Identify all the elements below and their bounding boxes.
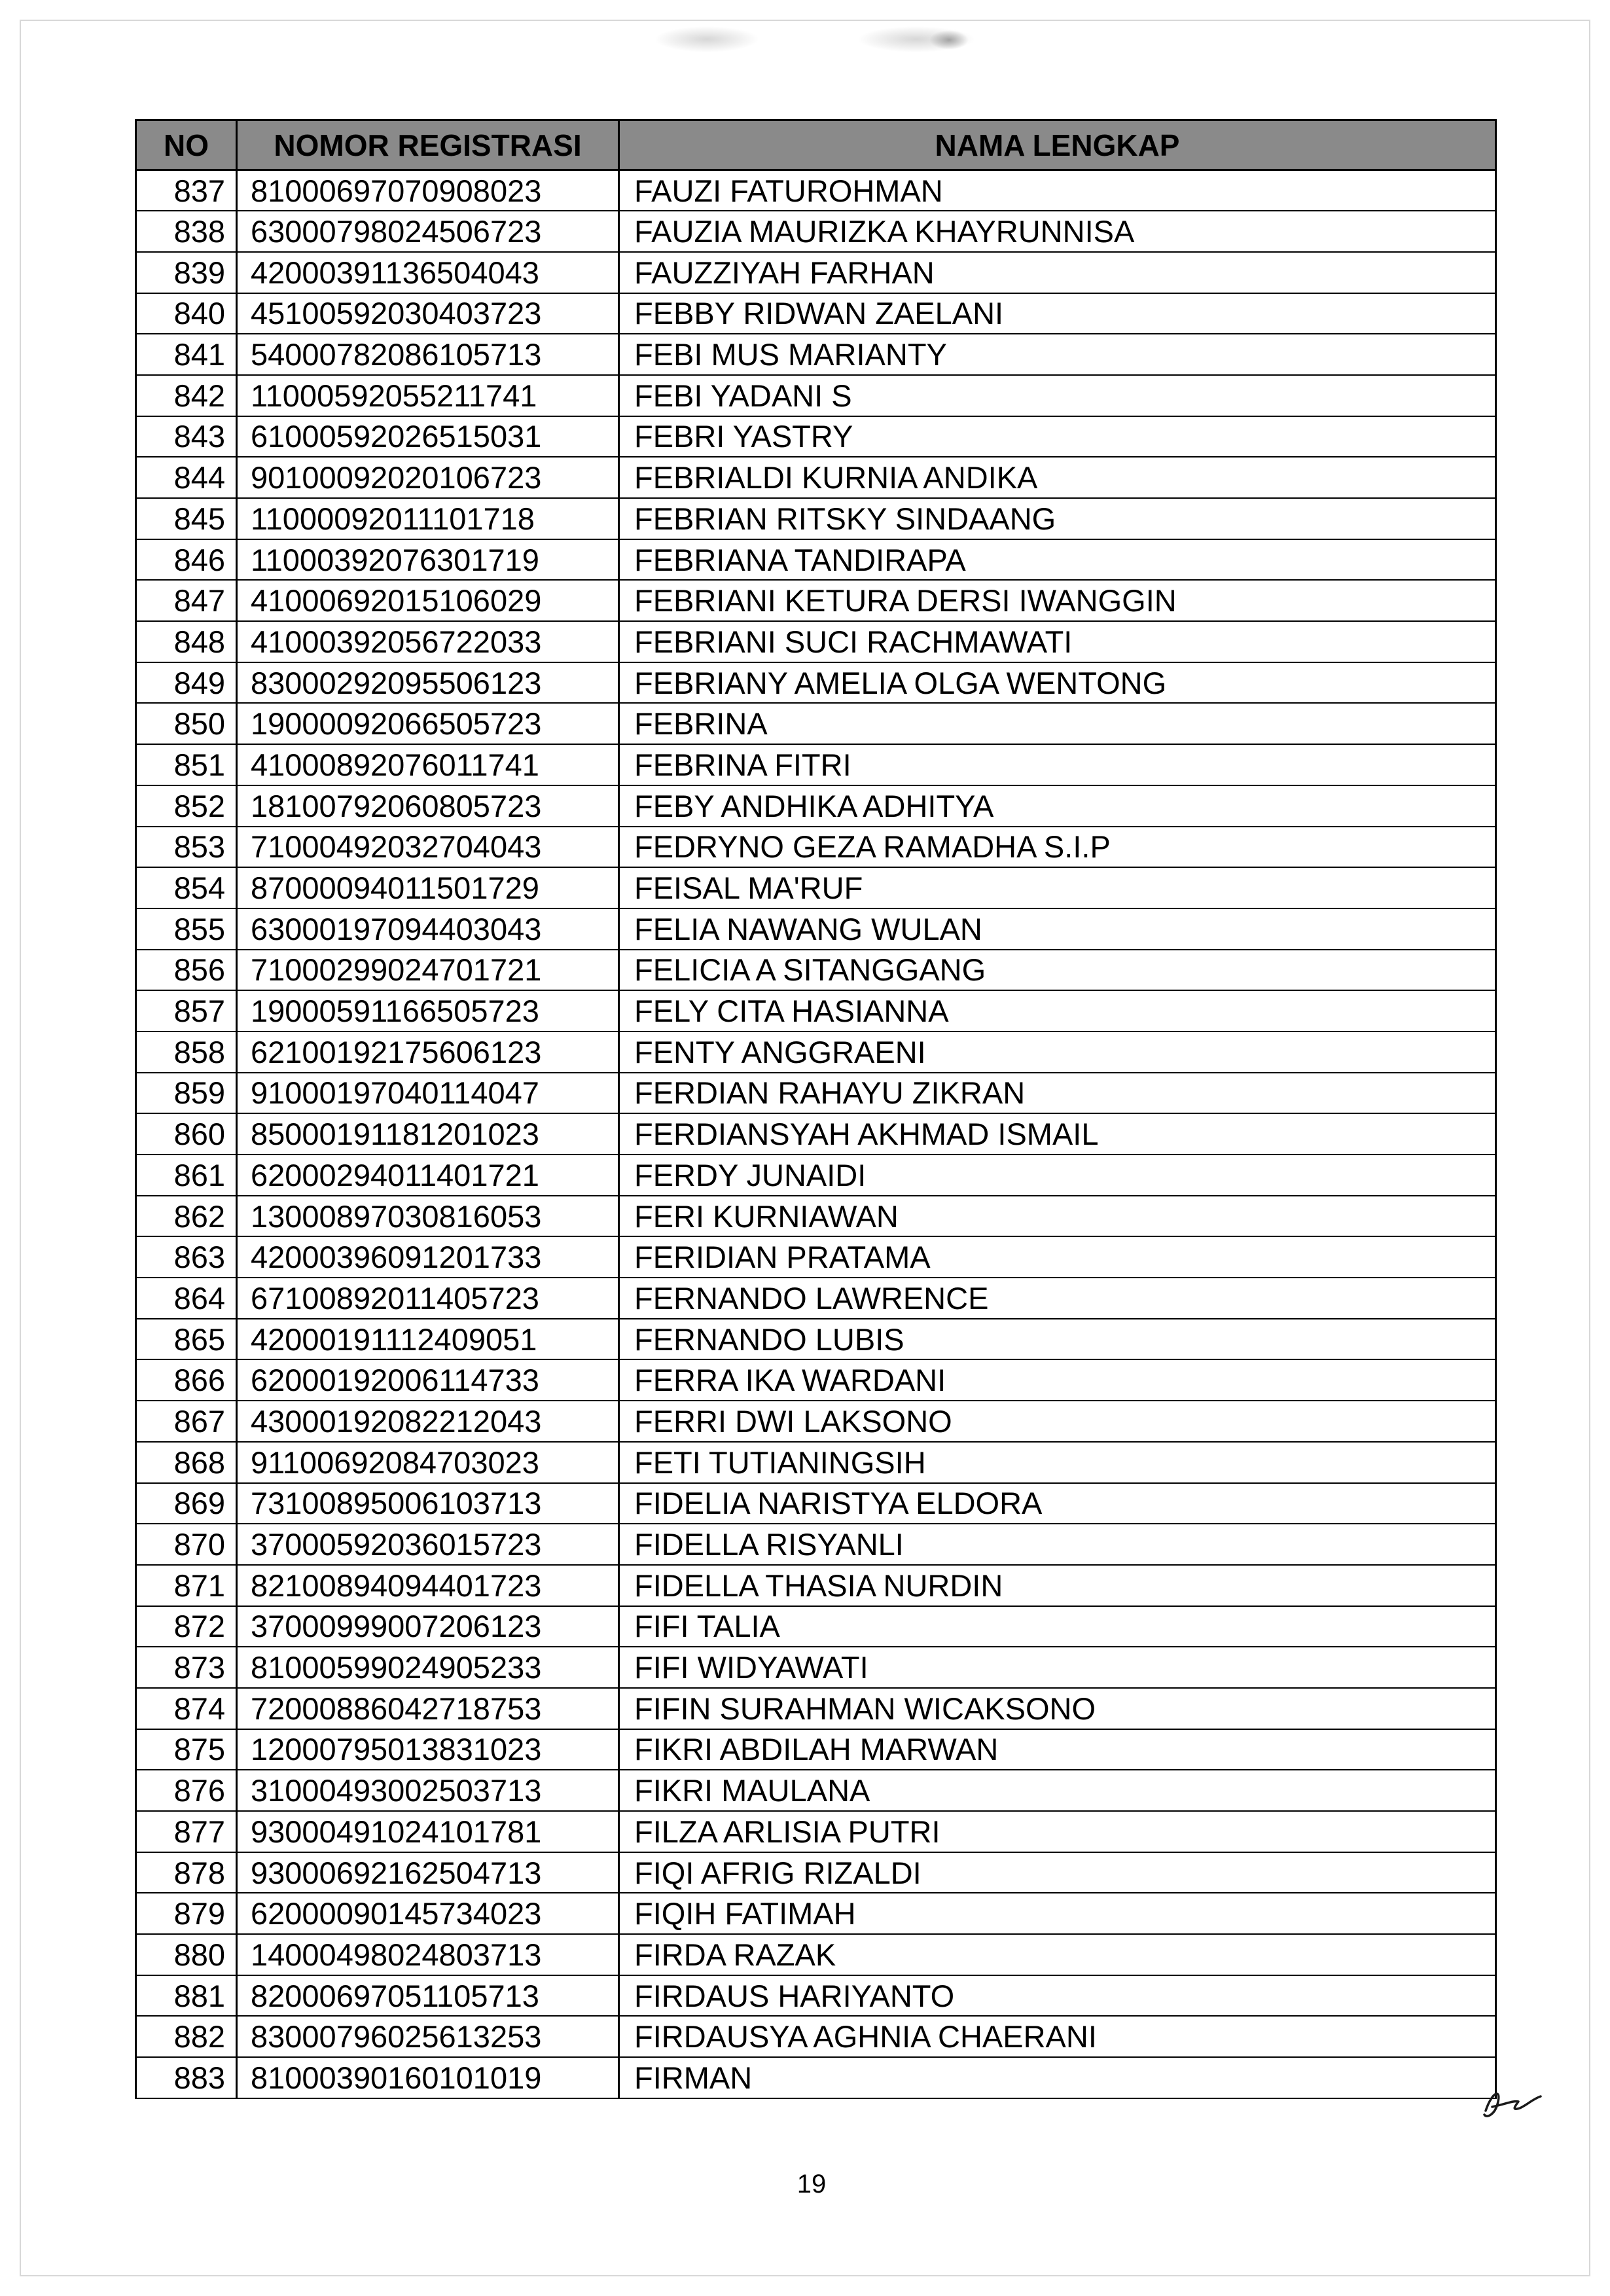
registration-number: 73100895006103713 — [237, 1483, 619, 1524]
registration-number: 19000591166505723 — [237, 990, 619, 1031]
table-row — [136, 1893, 1496, 1934]
row-number: 866 — [136, 1359, 237, 1401]
table-row — [136, 1811, 1496, 1852]
table-row — [136, 1483, 1496, 1524]
row-number: 860 — [136, 1113, 237, 1155]
registration-number: 71000492032704043 — [237, 827, 619, 868]
registration-number: 82100894094401723 — [237, 1565, 619, 1606]
table-row — [136, 1278, 1496, 1319]
registration-number: 67100892011405723 — [237, 1278, 619, 1319]
table-row — [136, 1319, 1496, 1360]
registration-number: 62000090145734023 — [237, 1893, 619, 1934]
registration-number: 72000886042718753 — [237, 1688, 619, 1729]
row-number: 865 — [136, 1319, 237, 1360]
row-number: 875 — [136, 1729, 237, 1770]
registration-number: 41000892076011741 — [237, 744, 619, 785]
table-row — [136, 293, 1496, 334]
row-number: 883 — [136, 2057, 237, 2098]
registration-number: 81000697070908023 — [237, 170, 619, 211]
table-row — [136, 1359, 1496, 1401]
full-name: FEBRINA FITRI — [619, 744, 1496, 785]
registration-number: 71000299024701721 — [237, 950, 619, 991]
registration-number: 63000197094403043 — [237, 908, 619, 950]
row-number: 845 — [136, 498, 237, 539]
row-number: 876 — [136, 1770, 237, 1811]
registration-number: 37000592036015723 — [237, 1524, 619, 1565]
full-name: FEBI YADANI S — [619, 375, 1496, 416]
full-name: FIDELIA NARISTYA ELDORA — [619, 1483, 1496, 1524]
registration-number: 37000999007206123 — [237, 1606, 619, 1647]
table-row — [136, 950, 1496, 991]
table-row — [136, 990, 1496, 1031]
full-name: FIFI TALIA — [619, 1606, 1496, 1647]
full-name: FEBRINA — [619, 703, 1496, 744]
table-row — [136, 1606, 1496, 1647]
row-number: 880 — [136, 1934, 237, 1975]
table-row — [136, 1934, 1496, 1975]
table-row — [136, 662, 1496, 704]
page-number: 19 — [796, 2170, 827, 2198]
full-name: FEBRIALDI KURNIA ANDIKA — [619, 457, 1496, 498]
full-name: FERDY JUNAIDI — [619, 1155, 1496, 1196]
row-number: 846 — [136, 539, 237, 581]
row-number: 858 — [136, 1031, 237, 1073]
row-number: 848 — [136, 621, 237, 662]
table-row — [136, 1647, 1496, 1688]
registration-number: 83000292095506123 — [237, 662, 619, 704]
full-name: FERNANDO LAWRENCE — [619, 1278, 1496, 1319]
registration-number: 42000191112409051 — [237, 1319, 619, 1360]
scan-artifact — [929, 30, 969, 50]
table-row — [136, 498, 1496, 539]
full-name: FIQI AFRIG RIZALDI — [619, 1852, 1496, 1893]
registration-number: 45100592030403723 — [237, 293, 619, 334]
row-number: 871 — [136, 1565, 237, 1606]
row-number: 838 — [136, 211, 237, 252]
registration-table — [135, 119, 1497, 2099]
registration-number: 12000795013831023 — [237, 1729, 619, 1770]
row-number: 841 — [136, 334, 237, 375]
row-number: 853 — [136, 827, 237, 868]
table-row — [136, 1524, 1496, 1565]
full-name: FERRI DWI LAKSONO — [619, 1401, 1496, 1442]
row-number: 844 — [136, 457, 237, 498]
full-name: FIFI WIDYAWATI — [619, 1647, 1496, 1688]
full-name: FEDRYNO GEZA RAMADHA S.I.P — [619, 827, 1496, 868]
full-name: FILZA ARLISIA PUTRI — [619, 1811, 1496, 1852]
registration-number: 18100792060805723 — [237, 785, 619, 827]
row-number: 859 — [136, 1073, 237, 1114]
header-row — [136, 120, 1496, 170]
table-row — [136, 1155, 1496, 1196]
row-number: 840 — [136, 293, 237, 334]
row-number: 877 — [136, 1811, 237, 1852]
full-name: FEBRIANI SUCI RACHMAWATI — [619, 621, 1496, 662]
row-number: 873 — [136, 1647, 237, 1688]
full-name: FIKRI ABDILAH MARWAN — [619, 1729, 1496, 1770]
registration-number: 93000491024101781 — [237, 1811, 619, 1852]
table-row — [136, 1852, 1496, 1893]
table-row — [136, 1770, 1496, 1811]
row-number: 870 — [136, 1524, 237, 1565]
full-name: FIRMAN — [619, 2057, 1496, 2098]
table-row — [136, 2016, 1496, 2057]
table-row — [136, 1113, 1496, 1155]
full-name: FEISAL MA'RUF — [619, 867, 1496, 908]
full-name: FEBRIAN RITSKY SINDAANG — [619, 498, 1496, 539]
table-body — [136, 170, 1496, 2098]
table-row — [136, 1565, 1496, 1606]
registration-number: 11000392076301719 — [237, 539, 619, 581]
full-name: FERIDIAN PRATAMA — [619, 1236, 1496, 1278]
table-row — [136, 2057, 1496, 2098]
full-name: FEBRIANI KETURA DERSI IWANGGIN — [619, 580, 1496, 621]
table-row — [136, 1442, 1496, 1483]
full-name: FELICIA A SITANGGANG — [619, 950, 1496, 991]
full-name: FEBBY RIDWAN ZAELANI — [619, 293, 1496, 334]
registration-number: 41000692015106029 — [237, 580, 619, 621]
table-row — [136, 1236, 1496, 1278]
registration-number: 62100192175606123 — [237, 1031, 619, 1073]
table-row — [136, 334, 1496, 375]
registration-number: 42000391136504043 — [237, 252, 619, 293]
row-number: 872 — [136, 1606, 237, 1647]
row-number: 850 — [136, 703, 237, 744]
registration-number: 83000796025613253 — [237, 2016, 619, 2057]
row-number: 855 — [136, 908, 237, 950]
table-header — [136, 120, 1496, 170]
header-no: NO — [136, 120, 237, 170]
full-name: FETI TUTIANINGSIH — [619, 1442, 1496, 1483]
row-number: 879 — [136, 1893, 237, 1934]
table-row — [136, 252, 1496, 293]
row-number: 854 — [136, 867, 237, 908]
registration-number: 90100092020106723 — [237, 457, 619, 498]
table-row — [136, 1729, 1496, 1770]
registration-number: 81000390160101019 — [237, 2057, 619, 2098]
row-number: 874 — [136, 1688, 237, 1729]
table-row — [136, 416, 1496, 457]
registration-number: 61000592026515031 — [237, 416, 619, 457]
full-name: FERDIAN RAHAYU ZIKRAN — [619, 1073, 1496, 1114]
registration-number: 63000798024506723 — [237, 211, 619, 252]
row-number: 861 — [136, 1155, 237, 1196]
full-name: FAUZZIYAH FARHAN — [619, 252, 1496, 293]
registration-number: 31000493002503713 — [237, 1770, 619, 1811]
header-registration-number: NOMOR REGISTRASI — [237, 120, 619, 170]
row-number: 852 — [136, 785, 237, 827]
table-row — [136, 785, 1496, 827]
full-name: FIKRI MAULANA — [619, 1770, 1496, 1811]
full-name: FIDELLA RISYANLI — [619, 1524, 1496, 1565]
registration-number: 93000692162504713 — [237, 1852, 619, 1893]
table-row — [136, 170, 1496, 211]
full-name: FENTY ANGGRAENI — [619, 1031, 1496, 1073]
table-row — [136, 375, 1496, 416]
table-row — [136, 744, 1496, 785]
row-number: 863 — [136, 1236, 237, 1278]
registration-number: 13000897030816053 — [237, 1196, 619, 1237]
table-row — [136, 1073, 1496, 1114]
row-number: 869 — [136, 1483, 237, 1524]
full-name: FEBRI YASTRY — [619, 416, 1496, 457]
row-number: 849 — [136, 662, 237, 704]
registration-number: 41000392056722033 — [237, 621, 619, 662]
table-row — [136, 1688, 1496, 1729]
scan-artifact — [654, 26, 759, 52]
full-name: FIRDAUS HARIYANTO — [619, 1975, 1496, 2017]
table-row — [136, 1196, 1496, 1237]
full-name: FERDIANSYAH AKHMAD ISMAIL — [619, 1113, 1496, 1155]
full-name: FEBI MUS MARIANTY — [619, 334, 1496, 375]
registration-number: 62000192006114733 — [237, 1359, 619, 1401]
full-name: FEBRIANA TANDIRAPA — [619, 539, 1496, 581]
registration-number: 11000592055211741 — [237, 375, 619, 416]
full-name: FIDELLA THASIA NURDIN — [619, 1565, 1496, 1606]
registration-number: 62000294011401721 — [237, 1155, 619, 1196]
table-row — [136, 211, 1496, 252]
row-number: 867 — [136, 1401, 237, 1442]
full-name: FAUZI FATUROHMAN — [619, 170, 1496, 211]
registration-number: 91000197040114047 — [237, 1073, 619, 1114]
row-number: 878 — [136, 1852, 237, 1893]
table-row — [136, 908, 1496, 950]
full-name: FERI KURNIAWAN — [619, 1196, 1496, 1237]
row-number: 851 — [136, 744, 237, 785]
table-row — [136, 1401, 1496, 1442]
full-name: FERNANDO LUBIS — [619, 1319, 1496, 1360]
table-row — [136, 867, 1496, 908]
registration-number: 81000599024905233 — [237, 1647, 619, 1688]
registration-number: 19000092066505723 — [237, 703, 619, 744]
full-name: FAUZIA MAURIZKA KHAYRUNNISA — [619, 211, 1496, 252]
registration-number: 11000092011101718 — [237, 498, 619, 539]
full-name: FIRDAUSYA AGHNIA CHAERANI — [619, 2016, 1496, 2057]
table-row — [136, 827, 1496, 868]
signature-initial — [1473, 2085, 1545, 2124]
row-number: 837 — [136, 170, 237, 211]
registration-number: 85000191181201023 — [237, 1113, 619, 1155]
full-name: FIFIN SURAHMAN WICAKSONO — [619, 1688, 1496, 1729]
row-number: 839 — [136, 252, 237, 293]
table-row — [136, 457, 1496, 498]
full-name: FIRDA RAZAK — [619, 1934, 1496, 1975]
registration-number: 82000697051105713 — [237, 1975, 619, 2017]
table-row — [136, 1031, 1496, 1073]
row-number: 881 — [136, 1975, 237, 2017]
full-name: FEBRIANY AMELIA OLGA WENTONG — [619, 662, 1496, 704]
registration-number: 87000094011501729 — [237, 867, 619, 908]
full-name: FEBY ANDHIKA ADHITYA — [619, 785, 1496, 827]
row-number: 843 — [136, 416, 237, 457]
table-row — [136, 1975, 1496, 2017]
row-number: 864 — [136, 1278, 237, 1319]
table-row — [136, 703, 1496, 744]
full-name: FELY CITA HASIANNA — [619, 990, 1496, 1031]
row-number: 856 — [136, 950, 237, 991]
registration-number: 42000396091201733 — [237, 1236, 619, 1278]
table-row — [136, 539, 1496, 581]
registration-number: 91100692084703023 — [237, 1442, 619, 1483]
registration-number: 43000192082212043 — [237, 1401, 619, 1442]
row-number: 857 — [136, 990, 237, 1031]
row-number: 882 — [136, 2016, 237, 2057]
row-number: 847 — [136, 580, 237, 621]
registration-number: 14000498024803713 — [237, 1934, 619, 1975]
table-row — [136, 580, 1496, 621]
full-name: FERRA IKA WARDANI — [619, 1359, 1496, 1401]
row-number: 862 — [136, 1196, 237, 1237]
full-name: FELIA NAWANG WULAN — [619, 908, 1496, 950]
full-name: FIQIH FATIMAH — [619, 1893, 1496, 1934]
registration-number: 54000782086105713 — [237, 334, 619, 375]
header-full-name: NAMA LENGKAP — [619, 120, 1496, 170]
row-number: 868 — [136, 1442, 237, 1483]
row-number: 842 — [136, 375, 237, 416]
table-row — [136, 621, 1496, 662]
